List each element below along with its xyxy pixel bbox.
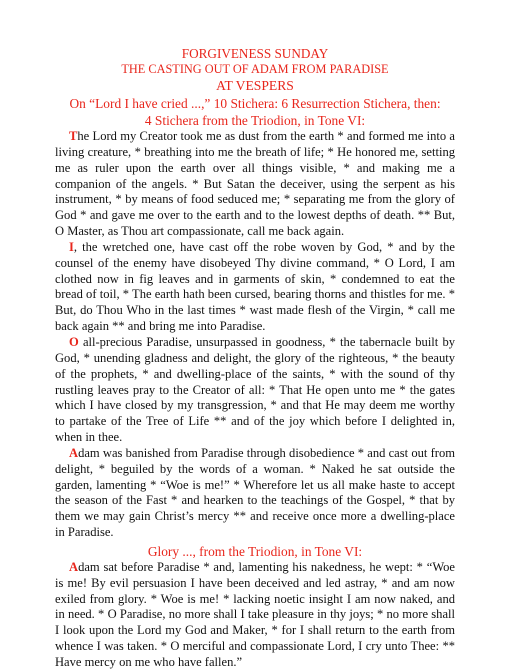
sticheron-text: dam was banished from Paradise through disobedience * and cast out from delight, * beguiled by the words of a woman. * Naked he sat outside the garden, lamenting * “Woe is me!” * Wherefore let us all make haste to accept the season of the Fast * and hearken to the teachings of the Gospel, * that by them we may gain Christ’s mercy ** and receive once more a dwelling-place in Paradise.	[55, 445, 455, 540]
rubric-tone: 4 Stichera from the Triodion, in Tone VI:	[144, 113, 366, 128]
drop-initial: T	[69, 129, 78, 143]
feast-title: FORGIVENESS SUNDAY	[181, 46, 329, 61]
glory-sticheron	[55, 560, 455, 671]
glory-rubric: Glory ..., from the Triodion, in Tone VI:	[147, 543, 363, 559]
sticheron-text: dam sat before Paradise * and, lamenting his nakedness, he wept: * “Woe is me! By evil persuasion I have been deceived and led astray, * and am now exiled from glory. * Woe is me! * lacking noetic insight I am now naked, and in need. * O Paradise, no more shall I take pleasure in thy joys; * no more shall I look upon the Lord my God and Maker, * for I shall return to the earth from whence I was taken. * O merciful and compassionate Lord, I cry unto Thee: ** Have mercy on me who have fallen.”	[55, 559, 455, 669]
sticheron-1	[55, 129, 455, 240]
drop-initial: O	[69, 334, 79, 349]
drop-initial: I	[69, 239, 74, 254]
service-title: AT VESPERS	[216, 78, 294, 93]
drop-initial: A	[69, 445, 79, 460]
sticheron-text: all-precious Paradise, unsurpassed in goodness, * the tabernacle built by God, * unending gladness and delight, the glory of the righteous, * the beauty of the prophets, * and dwelling-place of the saints, * with the sound of thy rustling leaves pray to the Creator of all: * That He open unto me * the gates which I have closed by my transgression, * and that He may deem me worthy to partake of the Tree of Life ** and of the joy which before I delighted in, when in thee.	[55, 334, 455, 445]
feast-subtitle: THE CASTING OUT OF ADAM FROM PARADISE	[121, 62, 389, 76]
sticheron-3	[55, 335, 455, 446]
sticheron-text: , the wretched one, have cast off the robe woven by God, * and by the counsel of the enemy have disobeyed Thy divine command, * O Lord, I am clothed now in fig leaves and in garments of skin, * condemned to eat the bread of toil, * The earth hath been cursed, bearing thorns and thistles for me. * But, do Thou Who in the last times * wast made flesh of the Virgin, * call me back again ** and bring me into Paradise.	[55, 239, 455, 334]
sticheron-2	[55, 240, 455, 335]
drop-initial: A	[69, 559, 79, 574]
sticheron-4	[55, 446, 455, 541]
sticheron-text: he Lord my Creator took me as dust from the earth * and formed me into a living creature, * breathing into me the breath of life; * He honored me, setting me as ruler upon the earth over all things visible, * and making me a companion of the angels. * But Satan the deceiver, using the serpent as his instrument, * by means of food seduced me; * separating me from the glory of God * and gave me over to the earth and to the lowest depths of death. ** But, O Master, as Thou art compassionate, call me back again.	[55, 129, 455, 239]
rubric-stichera: On “Lord I have cried ...,” 10 Stichera: 6 Resurrection Stichera, then:	[69, 96, 441, 111]
